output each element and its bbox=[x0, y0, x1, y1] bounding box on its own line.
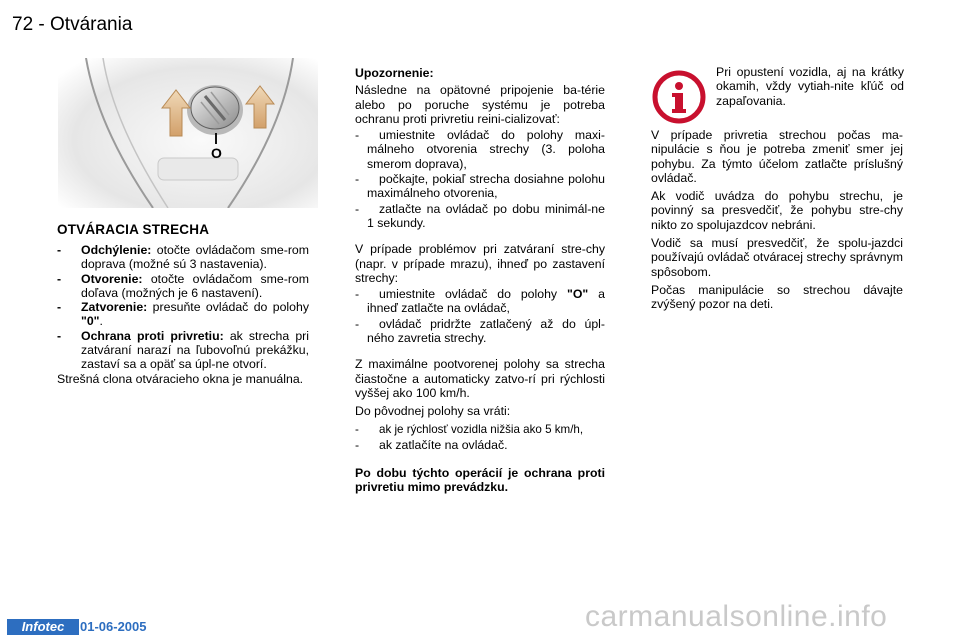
list-text: umiestnite ovládač do polohy maxi-málneho otvorenia strechy (3. poloha smerom doprava), bbox=[367, 128, 605, 171]
column-3 bbox=[651, 128, 903, 316]
list-item: - ovládač pridržte zatlačený až do úpl-ného zavretia strechy. bbox=[355, 316, 605, 346]
item-text: otočte ovládačom sme-rom doprava (možné sú 3 nastavenia). bbox=[81, 243, 309, 272]
item-label: Odchýlenie: bbox=[81, 243, 152, 257]
item-text: ak strecha pri zatváraní narazí na ľubovoľnú prekážku, zastaví sa a opäť sa úpl-ne otvorí. bbox=[81, 328, 309, 372]
item-label: Otvorenie: bbox=[81, 271, 143, 286]
paragraph-pinch: V prípade privretia strechou počas ma-nipulácie s ňou je potreba zmeniť smer jej pohybu. Za týmto účelom zatlačte príslušný ovládač. bbox=[651, 128, 903, 185]
list-item: - zatlačte na ovládač po dobu minimál-ne 1 sekundy. bbox=[355, 201, 605, 230]
section-title: OTVÁRACIA STRECHA bbox=[57, 222, 210, 237]
sunroof-control-illustration bbox=[58, 58, 318, 208]
item-label: Zatvorenie: bbox=[81, 300, 148, 315]
list-item: - ak zatlačíte na ovládač. bbox=[355, 437, 508, 452]
list-text: umiestnite ovládač do polohy bbox=[379, 287, 567, 302]
knob-position-mark: O bbox=[211, 145, 222, 161]
list-item: - počkajte, pokiaľ strecha dosiahne polohu maximálneho otvorenia, bbox=[355, 172, 605, 201]
paragraph-return: Do pôvodnej polohy sa vráti: bbox=[355, 404, 511, 419]
paragraph-speed: Z maximálne pootvorenej polohy sa strecha čiastočne a automaticky zatvo-rí pri rýchlosti vyššej ako 100 km/h. bbox=[355, 357, 605, 400]
list-dash: - bbox=[57, 243, 62, 257]
warning-title: Upozornenie: bbox=[355, 66, 434, 80]
item-text: otočte ovládačom sme-rom doľava (možných je 6 nastavení). bbox=[81, 271, 309, 300]
list-dash: - bbox=[57, 271, 62, 286]
infotec-logo: Infotec bbox=[7, 619, 79, 635]
list-item-close bbox=[57, 300, 309, 329]
page-number: 72 bbox=[12, 14, 34, 35]
list-text: ak je rýchlosť vozidla nižšia ako 5 km/h, bbox=[379, 422, 584, 436]
paragraph-problems: V prípade problémov pri zatváraní stre-chy (napr. v prípade mrazu), ihneď po zastavení strechy: bbox=[355, 242, 605, 285]
watermark: carmanualsonline.info bbox=[585, 600, 888, 633]
paragraph-children: Počas manipulácie so strechou dávajte zvýšený pozor na deti. bbox=[651, 282, 903, 312]
header-separator: - bbox=[38, 14, 45, 35]
item-label: Ochrana proti privretiu: bbox=[81, 328, 224, 343]
item-text: presuňte ovládač do polohy bbox=[147, 300, 309, 315]
list-text: počkajte, pokiaľ strecha dosiahne polohu maximálneho otvorenia, bbox=[367, 172, 605, 201]
list-dash: - bbox=[57, 328, 62, 343]
list-item: - umiestnite ovládač do polohy "O" a ihneď zatlačte na ovládač, bbox=[355, 287, 605, 316]
paragraph-reinit: Následne na opätovné pripojenie ba-térie alebo po poruche systému je potreba ochranu proti privretiu reini-cializovať: bbox=[355, 83, 605, 126]
list-item-anti-pinch bbox=[57, 329, 309, 372]
closing-paragraph: Strešná clona otváracieho okna je manuálna. bbox=[57, 371, 304, 386]
paragraph-passengers: Vodič sa musí presvedčiť, že spolu-jazdci používajú ovládač otváracej strechy správnym spôsobom. bbox=[651, 236, 903, 279]
paragraph-driver: Ak vodič uvádza do pohybu strechu, je povinný sa presvedčiť, že pohybu stre-chy nikto zo spolujazdcov nebráni. bbox=[651, 189, 903, 232]
info-icon bbox=[652, 70, 706, 124]
footer-date: 01-06-2005 bbox=[80, 619, 147, 634]
list-dash: - bbox=[57, 300, 62, 315]
item-quote: "0" bbox=[81, 314, 100, 329]
column-2 bbox=[355, 66, 605, 499]
list-item-tilt bbox=[57, 243, 309, 272]
list-text: a ihneď zatlačte na ovládač, bbox=[367, 287, 605, 316]
item-tail: . bbox=[99, 314, 103, 329]
position-quote: "O" bbox=[567, 287, 589, 302]
page-header bbox=[12, 14, 132, 36]
list-item: - ak je rýchlosť vozidla nižšia ako 5 km/h, bbox=[355, 422, 584, 436]
list-item-open bbox=[57, 272, 309, 301]
info-note: Pri opustení vozidla, aj na krátky okamih, vždy vytiah-nite kľúč od zapaľovania. bbox=[716, 65, 904, 108]
list-text: ak zatlačíte na ovládač. bbox=[379, 437, 508, 452]
column-1 bbox=[57, 243, 309, 390]
list-text: ovládač pridržte zatlačený až do úpl-ného zavretia strechy. bbox=[367, 316, 605, 346]
bold-warning: Po dobu týchto operácií je ochrana proti privretiu mimo prevádzku. bbox=[355, 466, 605, 495]
list-item: - umiestnite ovládač do polohy maxi-málneho otvorenia strechy (3. poloha smerom doprava), bbox=[355, 128, 605, 171]
page-title: Otvárania bbox=[50, 14, 133, 35]
list-text: zatlačte na ovládač po dobu minimál-ne 1 sekundy. bbox=[367, 201, 605, 230]
